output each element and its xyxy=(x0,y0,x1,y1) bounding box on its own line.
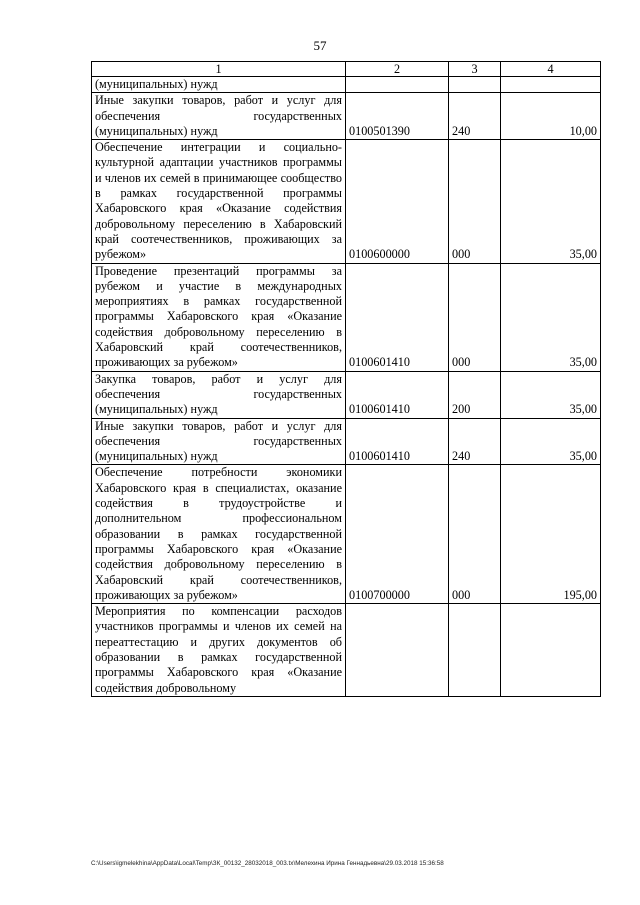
row-amount: 35,00 xyxy=(501,371,601,418)
row-target-code xyxy=(346,77,449,93)
row-target-code: 0100601410 xyxy=(346,263,449,371)
table-row xyxy=(92,418,601,465)
column-header-1: 1 xyxy=(92,62,346,77)
row-description: Обеспечение потребности экономики Хабаровского края в специалистах, оказание содействия в трудоустройстве и дополнительном профессиональном образовании в рамках государственной программы Хабаровского края «Оказание содействия добровольному переселению в Хабаровский край соотечественников, проживающих за рубежом» xyxy=(92,465,346,604)
row-description: Обеспечение интеграции и социально-культурной адаптации участников программы и членов их семей в принимающее сообщество в рамках государственной программы Хабаровского края «Оказание содействия добровольному переселению в Хабаровский край соотечественников, проживающих за рубежом» xyxy=(92,140,346,263)
row-expense-type xyxy=(449,77,501,93)
column-header-3: 3 xyxy=(449,62,501,77)
row-target-code: 0100601410 xyxy=(346,371,449,418)
table-row xyxy=(92,371,601,418)
row-expense-type: 240 xyxy=(449,93,501,140)
table-row xyxy=(92,465,601,604)
row-target-code xyxy=(346,604,449,697)
column-header-2: 2 xyxy=(346,62,449,77)
row-amount: 35,00 xyxy=(501,140,601,263)
row-amount: 35,00 xyxy=(501,418,601,465)
table-row xyxy=(92,604,601,697)
row-expense-type: 200 xyxy=(449,371,501,418)
table-row xyxy=(92,263,601,371)
table-row xyxy=(92,77,601,93)
row-description: Иные закупки товаров, работ и услуг для обеспечения государственных (муниципальных) нужд xyxy=(92,418,346,465)
row-amount: 35,00 xyxy=(501,263,601,371)
column-header-4: 4 xyxy=(501,62,601,77)
row-description: Иные закупки товаров, работ и услуг для обеспечения государственных (муниципальных) нужд xyxy=(92,93,346,140)
table-header-row xyxy=(92,62,601,77)
row-expense-type: 240 xyxy=(449,418,501,465)
row-target-code: 0100700000 xyxy=(346,465,449,604)
file-path-footer: C:\Users\igmelekhina\AppData\Local\Temp\ЗК_00132_28032018_003.tx\Мелехина Ирина Геннадьевна\29.03.2018 15:36:58 xyxy=(91,860,444,867)
table-row xyxy=(92,140,601,263)
row-description: Проведение презентаций программы за рубежом и участие в международных мероприятиях в рамках государственной программы Хабаровского края «Оказание содействия добровольному переселению в Хабаровский край соотечественников, проживающих за рубежом» xyxy=(92,263,346,371)
row-target-code: 0100501390 xyxy=(346,93,449,140)
row-target-code: 0100600000 xyxy=(346,140,449,263)
row-expense-type: 000 xyxy=(449,140,501,263)
row-expense-type: 000 xyxy=(449,465,501,604)
row-amount: 10,00 xyxy=(501,93,601,140)
budget-table xyxy=(91,61,601,697)
row-amount xyxy=(501,77,601,93)
page-number: 57 xyxy=(313,38,327,53)
row-description: Мероприятия по компенсации расходов участников программы и членов их семей на переаттестацию и других документов об образовании в рамках государственной программы Хабаровского края «Оказание содействия добровольному xyxy=(92,604,346,697)
row-target-code: 0100601410 xyxy=(346,418,449,465)
row-expense-type xyxy=(449,604,501,697)
row-amount xyxy=(501,604,601,697)
row-expense-type: 000 xyxy=(449,263,501,371)
row-amount: 195,00 xyxy=(501,465,601,604)
table-row xyxy=(92,93,601,140)
row-description: Закупка товаров, работ и услуг для обеспечения государственных (муниципальных) нужд xyxy=(92,371,346,418)
row-description: (муниципальных) нужд xyxy=(92,77,346,93)
